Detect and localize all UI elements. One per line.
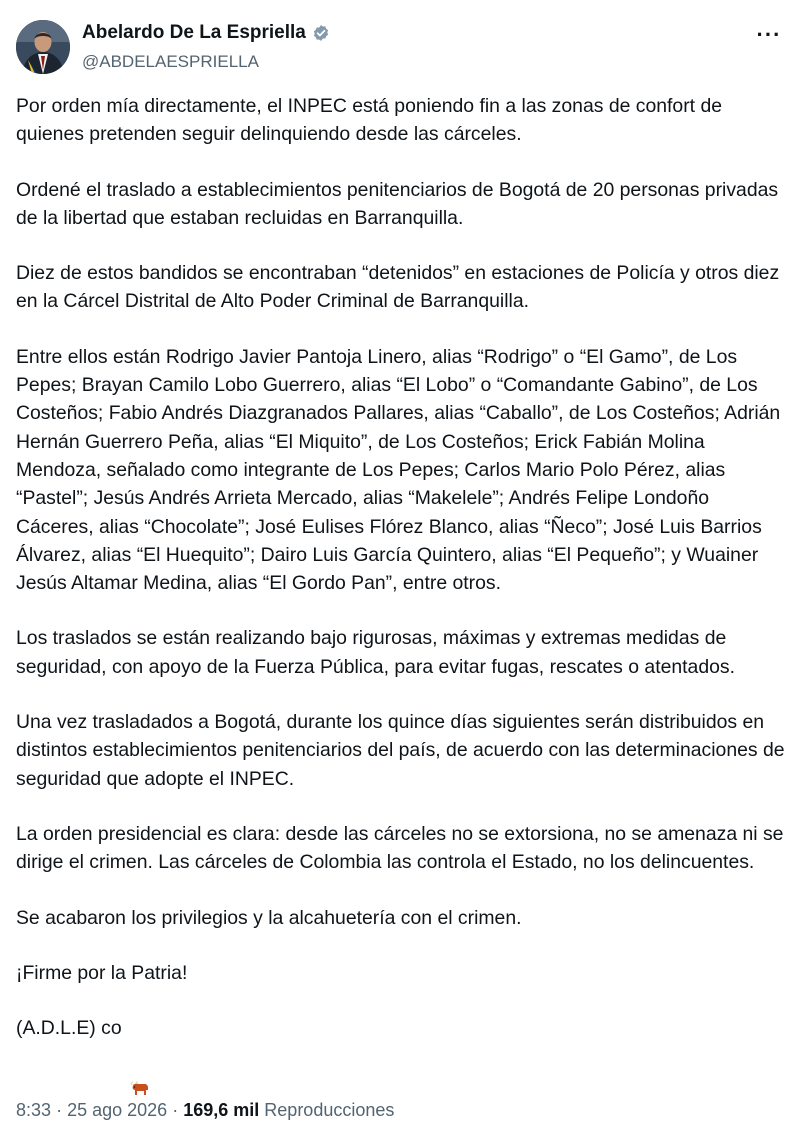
signature-text: (A.D.L.E) co [16,1017,122,1040]
verified-badge-icon [312,24,330,42]
tweet-paragraph: Se acabaron los privilegios y la alcahuetería con el crimen. [16,906,522,929]
tweet-paragraph: ¡Firme por la Patria! [16,961,188,984]
author-handle[interactable]: @ABDELAESPRIELLA [82,52,259,71]
meta-separator: · [56,1100,63,1120]
tweet-paragraph: La orden presidencial es clara: desde las cárceles no se extorsiona, no se amenaza ni se dirige el crimen. Las cárceles de Colombia las controla el Estado, no los delincuentes. [16,822,789,874]
meta-separator: · [172,1100,179,1120]
tweet-paragraph: Entre ellos están Rodrigo Javier Pantoja Linero, alias “Rodrigo” o “El Gamo”, de Los Pepes; Brayan Camilo Lobo Guerrero, alias “El Lobo” o “Comandante Gabino”, de Los Costeños; Fabio Andrés Diazgranados Pallares, alias “Caballo”, de Los Costeños; Adrián Hernán Guerrero Peña, alias “El Miquito”, de Los Costeños; Erick Fabián Molina Mendoza, señalado como integrante de Los Pepes; Carlos Mario Polo Pérez, alias “Pastel”; Jesús Andrés Arrieta Mercado, alias “Makelele”; Andrés Felipe Londoño Cáceres, alias “Chocolate”; José Eulises Flórez Blanco, alias “Ñeco”; José Luis Barrios Álvarez, alias “El Huequito”; Dairo Luis García Quintero, alias “El Pequeño”; y Wuainer Jesús Altamar Medina, alias “El Gordo Pan”, entre otros. [16,345,786,595]
author-display-name[interactable]: Abelardo De La Espriella [82,22,306,43]
author-name-row [82,22,330,44]
tweet-paragraph: Una vez trasladados a Bogotá, durante los quince días siguientes serán distribuidos en distintos establecimientos penitenciarios del país, de acuerdo con las determinaciones de seguridad que adopte el INPEC. [16,711,790,790]
tweet-paragraph: Por orden mía directamente, el INPEC está poniendo fin a las zonas de confort de quienes pretenden seguir delinquiendo desde las cárceles. [16,95,728,146]
tweet-body [16,92,790,1042]
bull-emoji-icon [130,1020,150,1036]
tweet-paragraph: Ordené el traslado a establecimientos penitenciarios de Bogotá de 20 personas privadas de la libertad que estaban recluidas en Barranquilla. [16,178,784,229]
signature-row [16,1014,790,1042]
tweet-header [0,0,800,90]
views-count: 169,6 mil [183,1100,260,1120]
views-label: Reproducciones [264,1100,395,1120]
avatar[interactable] [16,20,70,74]
tweet-paragraph: Los traslados se están realizando bajo rigurosas, máximas y extremas medidas de seguridad, con apoyo de la Fuerza Pública, para evitar fugas, rescates o atentados. [16,627,735,678]
more-options-icon: ··· [756,22,782,47]
tweet-date[interactable]: 25 ago 2026 [67,1100,168,1120]
more-options-button[interactable] [752,18,786,52]
tweet-paragraph: Diez de estos bandidos se encontraban “detenidos” en estaciones de Policía y otros diez en la Cárcel Distrital de Alto Poder Criminal de Barranquilla. [16,262,785,313]
tweet-time[interactable]: 8:33 [16,1100,52,1120]
tweet-meta [16,1100,394,1121]
